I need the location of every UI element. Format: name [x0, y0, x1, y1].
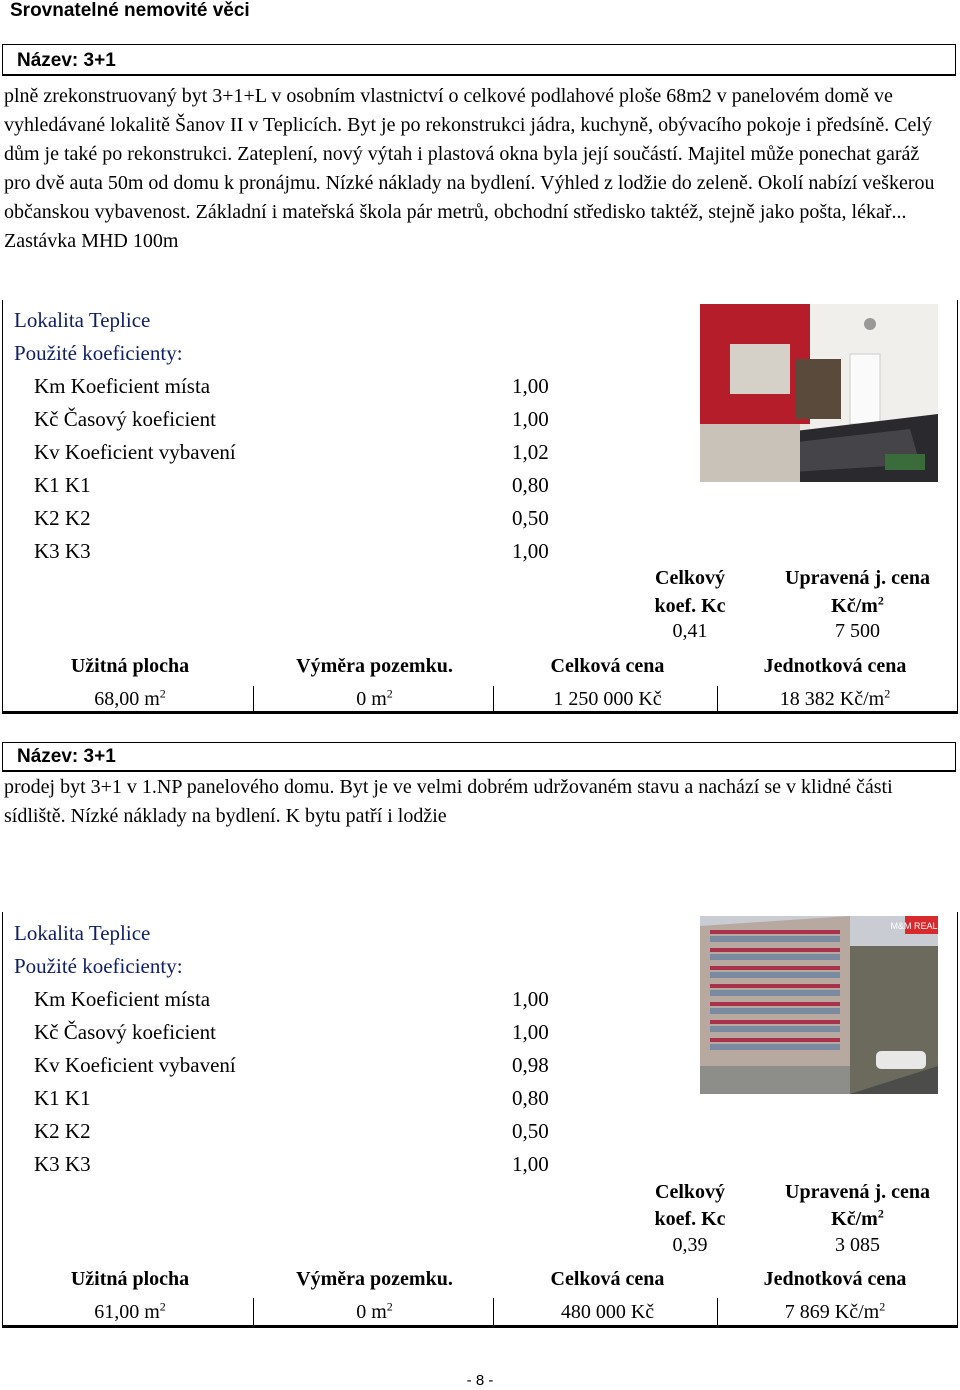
table-divider	[493, 1298, 494, 1326]
superscript: 2	[884, 686, 891, 701]
value-celkova-cena: 1 250 000 Kč	[553, 688, 662, 710]
pozemek-text: 0 m	[356, 1301, 387, 1323]
coef-value: 1,02	[512, 440, 549, 464]
coef-label: Km Koeficient místa	[34, 374, 211, 398]
upravena-cena-label-2	[760, 595, 955, 618]
header-celkova-cena: Celková cena	[550, 1268, 665, 1290]
superscript: 2	[159, 1299, 166, 1314]
table-divider	[253, 686, 254, 712]
pozemek-text: 0 m	[356, 688, 387, 710]
coef-value: 0,50	[512, 1119, 549, 1143]
coef-label: K1 K1	[34, 473, 91, 497]
celkovy-koef-value: 0,41	[672, 620, 708, 642]
value-celkova-cena: 480 000 Kč	[560, 1301, 655, 1323]
jedn-text: 18 382 Kč/m	[779, 688, 885, 710]
coef-label: K3 K3	[34, 539, 91, 563]
listing-photo-interior	[700, 304, 938, 482]
value-vymera-pozemku	[262, 688, 487, 711]
page-title: Srovnatelné nemovité věci	[10, 0, 250, 21]
coef-label: Kč Časový koeficient	[34, 407, 216, 431]
listing-name: Název: 3+1	[17, 746, 116, 767]
lokalita-label: Lokalita	[14, 308, 84, 332]
listing-description	[4, 82, 949, 256]
upravena-unit: Kč/m	[831, 595, 878, 617]
celkovy-koef-label-2: koef. Kc	[654, 595, 726, 617]
lokalita-row	[14, 308, 150, 333]
coef-value: 0,50	[512, 506, 549, 530]
listing-name: Název: 3+1	[17, 50, 116, 71]
celkovy-koef-label-1: Celkový	[655, 1181, 725, 1203]
listing-photo-building	[700, 916, 952, 1094]
upravena-cena-label-1: Upravená j. cena	[785, 567, 930, 589]
coef-label: Kv Koeficient vybavení	[34, 440, 236, 464]
listing-description	[4, 773, 949, 831]
header-uzitna-plocha: Užitná plocha	[70, 1268, 190, 1290]
celkovy-koef-label-1: Celkový	[655, 567, 725, 589]
header-celkova-cena: Celková cena	[550, 655, 665, 677]
coef-value: 1,00	[512, 1152, 549, 1176]
jedn-text: 7 869 Kč/m	[784, 1301, 880, 1323]
coef-label: K2 K2	[34, 1119, 91, 1143]
table-divider	[493, 686, 494, 712]
description-text: plně zrekonstruovaný byt 3+1+L v osobním vlastnictví o celkové podlahové ploše 68m2 v panelovém domě ve vyhledávané lokalitě Šanov II v Teplicích. Byt je po rekonstrukci jádra, kuchyně, obývacího pokoje i předsíně. Celý dům je také po rekonstrukci. Zateplení, nový výtah i plastová okna byla její součástí. Majitel může ponechat garáž pro dvě auta 50m od domu k pronájmu. Nízké náklady na bydlení. Výhled z lodžie do zeleně. Okolí nabízí veškerou občanskou vybavenost. Základní i mateřská škola pár metrů, obchodní středisko taktéž, stejně jako pošta, lékař... Zastávka MHD 100m	[4, 85, 935, 252]
description-text: prodej byt 3+1 v 1.NP panelového domu. Byt je ve velmi dobrém udržovaném stavu a nachází se v klidné části sídliště. Nízké náklady na bydlení. K bytu patří i lodžie	[4, 776, 893, 827]
lokalita-value: Teplice	[88, 921, 151, 945]
coef-label: K1 K1	[34, 1086, 91, 1110]
coef-value: 1,00	[512, 1020, 549, 1044]
header-uzitna-plocha: Užitná plocha	[70, 655, 190, 677]
header-vymera-pozemku: Výměra pozemku.	[296, 1268, 453, 1290]
value-uzitna-plocha	[20, 1301, 240, 1324]
plocha-text: 68,00 m	[94, 688, 160, 710]
superscript: 2	[159, 686, 166, 701]
table-divider	[717, 1298, 718, 1326]
table-divider	[253, 1298, 254, 1326]
coef-value: 1,00	[512, 407, 549, 431]
lokalita-value: Teplice	[88, 308, 151, 332]
coef-label: K2 K2	[34, 506, 91, 530]
coef-value: 1,00	[512, 374, 549, 398]
value-jednotkova-cena	[720, 1301, 950, 1324]
coef-label: Km Koeficient místa	[34, 987, 211, 1011]
coef-value: 0,98	[512, 1053, 549, 1077]
header-vymera-pozemku: Výměra pozemku.	[296, 655, 453, 677]
listing-title-box	[2, 742, 956, 772]
superscript: 2	[877, 1206, 884, 1221]
superscript: 2	[879, 1299, 886, 1314]
coef-label: K3 K3	[34, 1152, 91, 1176]
lokalita-row	[14, 921, 150, 946]
upravena-cena-label-1: Upravená j. cena	[785, 1181, 930, 1203]
upravena-cena-value: 3 085	[835, 1234, 880, 1256]
table-divider	[717, 686, 718, 712]
coef-value: 0,80	[512, 1086, 549, 1110]
upravena-cena-label-2	[760, 1208, 955, 1231]
coef-heading: Použité koeficienty:	[14, 954, 183, 978]
plocha-text: 61,00 m	[94, 1301, 160, 1323]
page-number: - 8 -	[466, 1372, 494, 1389]
coef-label: Kv Koeficient vybavení	[34, 1053, 236, 1077]
listing-title-box	[2, 44, 956, 76]
upravena-cena-value: 7 500	[835, 620, 880, 642]
celkovy-koef-label-2: koef. Kc	[654, 1208, 726, 1230]
value-uzitna-plocha	[20, 688, 240, 711]
upravena-unit: Kč/m	[831, 1208, 878, 1230]
coef-label: Kč Časový koeficient	[34, 1020, 216, 1044]
lokalita-label: Lokalita	[14, 921, 84, 945]
coef-heading: Použité koeficienty:	[14, 341, 183, 365]
value-vymera-pozemku	[262, 1301, 487, 1324]
header-jednotkova-cena: Jednotková cena	[763, 1268, 907, 1290]
photo-logo: M&M REALITY	[890, 921, 952, 931]
value-jednotkova-cena	[720, 688, 950, 711]
superscript: 2	[877, 593, 884, 608]
coef-value: 1,00	[512, 539, 549, 563]
header-jednotkova-cena: Jednotková cena	[763, 655, 907, 677]
celkovy-koef-value: 0,39	[672, 1234, 708, 1256]
coef-value: 1,00	[512, 987, 549, 1011]
superscript: 2	[386, 1299, 393, 1314]
superscript: 2	[386, 686, 393, 701]
coef-value: 0,80	[512, 473, 549, 497]
